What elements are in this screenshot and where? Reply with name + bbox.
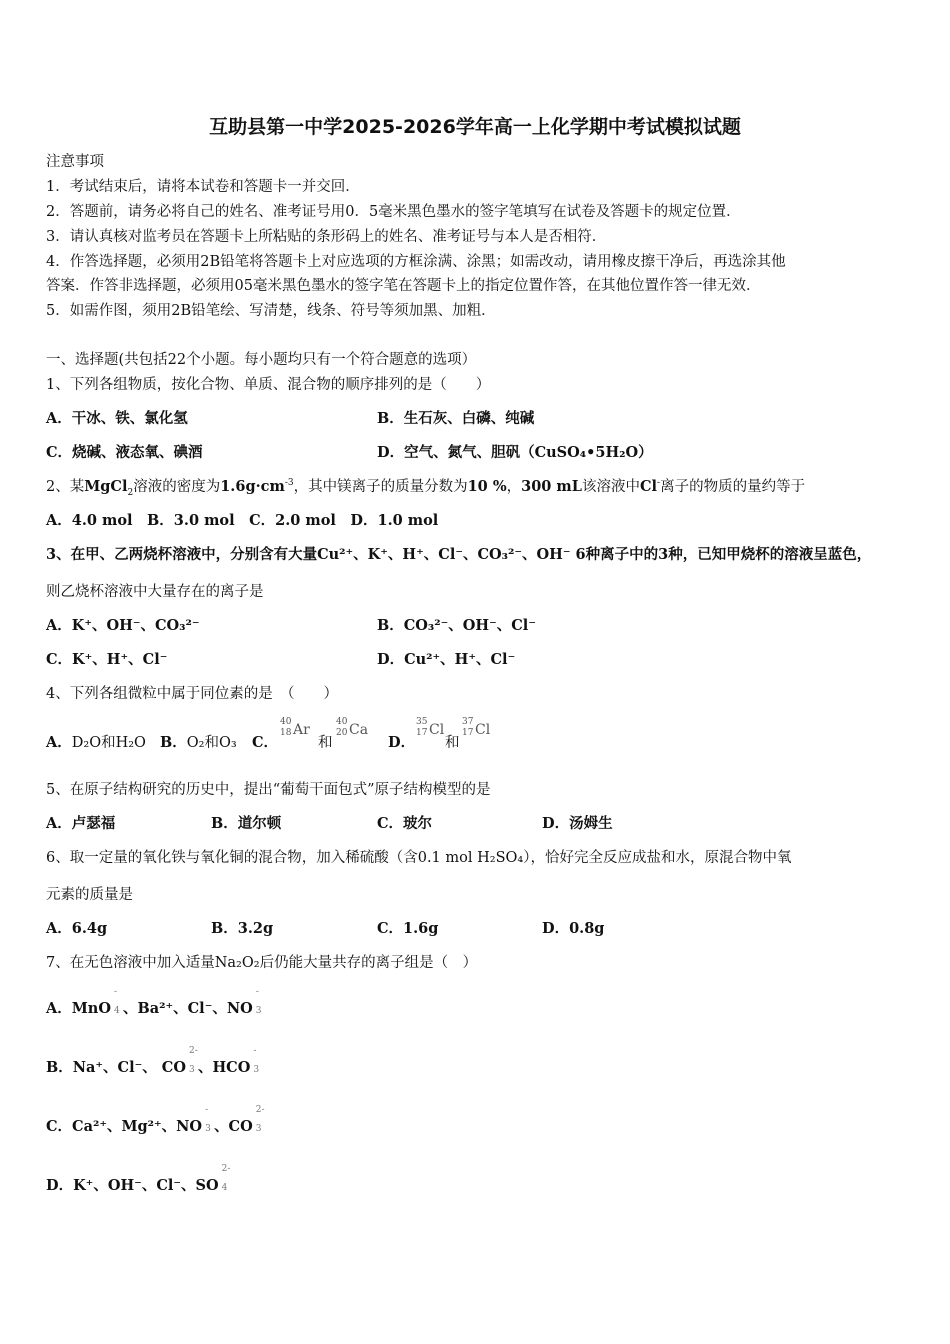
q7-option-c xyxy=(46,1105,265,1137)
q4-option-b xyxy=(160,733,237,753)
q1-stem: 1、下列各组物质，按化合物、单质、混合物的顺序排列的是（ ） xyxy=(46,377,491,393)
q4-a-label: A． xyxy=(46,734,72,751)
q2-ion-charge: - xyxy=(657,478,661,489)
q2-stem-text: ，其中镁离子的质量分数为 xyxy=(293,479,468,495)
q7-option-a xyxy=(46,987,265,1019)
q4-and-d: 和 xyxy=(445,735,460,751)
notice-item: 3．请认真核对监考员在答题卡上所粘贴的条形码上的姓名、准考证号与本人是否相符． xyxy=(46,229,607,245)
q4-a-text: D₂O和H₂O xyxy=(71,735,146,751)
q2-percent: 10 % xyxy=(467,478,507,495)
ion-charge: 2- xyxy=(221,1164,231,1174)
q5-stem: 5、在原子结构研究的历史中，提出“葡萄干面包式”原子结构模型的是 xyxy=(46,782,491,798)
q7-stem: 7、在无色溶液中加入适量Na₂O₂后仍能大量共存的离子组是（ ） xyxy=(46,955,478,971)
isotope-symbol: Ar xyxy=(293,722,310,738)
notice-item: 5．如需作图，须用2B铅笔绘、写清楚，线条、符号等须加黑、加粗． xyxy=(46,303,496,319)
q6-stem-line2: 元素的质量是 xyxy=(46,887,133,903)
q6-option-c: C．1.6g xyxy=(377,920,439,937)
ion-subscript: 3 xyxy=(188,1065,195,1075)
q7-a-ion-no3 xyxy=(253,987,265,1019)
q3-option-d: D．Cu²⁺、H⁺、Cl⁻ xyxy=(377,651,516,668)
isotope-mass: 40 xyxy=(280,717,292,727)
ion-subscript: 3 xyxy=(255,1006,262,1016)
q3-option-b: B．CO₃²⁻、OH⁻、Cl⁻ xyxy=(377,617,536,634)
ion-charge: - xyxy=(205,1105,209,1115)
q7-b-ion-co3 xyxy=(186,1046,198,1078)
q6-option-a: A．6.4g xyxy=(46,920,108,937)
notice-item: 答案．作答非选择题，必须用05毫米黑色墨水的签字笔在答题卡上的指定位置作答，在其他位置作答一律无效． xyxy=(46,278,761,294)
section-heading: 一、选择题(共包括22个小题。每小题均只有一个符合题意的选项） xyxy=(46,352,477,368)
q7-d-ion-so4 xyxy=(219,1164,231,1196)
q1-option-c: C．烧碱、液态氧、碘酒 xyxy=(46,444,203,461)
isotope-mass: 37 xyxy=(462,717,474,727)
q7-a-ion-mno4 xyxy=(111,987,123,1019)
q4-and-c: 和 xyxy=(318,735,333,751)
q2-formula: MgCl xyxy=(84,478,128,495)
ion-subscript: 3 xyxy=(253,1065,260,1075)
notice-heading: 注意事项 xyxy=(46,154,104,170)
q7-c-ion-no3 xyxy=(202,1105,214,1137)
page-title: 互助县第一中学2025-2026学年高一上化学期中考试模拟试题 xyxy=(209,116,741,138)
isotope-number: 17 xyxy=(462,728,474,738)
isotope-symbol: Cl xyxy=(429,722,445,738)
isotope-symbol: Cl xyxy=(475,722,491,738)
ion-subscript: 3 xyxy=(205,1124,211,1134)
notice-item: 2．答题前，请务必将自己的姓名、准考证号用0．5毫米黑色墨水的签字笔填写在试卷及答题卡的规定位置． xyxy=(46,204,741,220)
q4-stem: 4、下列各组微粒中属于同位素的是 （ ） xyxy=(46,686,338,702)
q1-option-d: D．空气、氮气、胆矾（CuSO₄•5H₂O） xyxy=(377,444,653,461)
q4-option-d-label: D． xyxy=(388,734,416,751)
ion-subscript: 4 xyxy=(113,1006,120,1016)
q7-c-ion-co3 xyxy=(253,1105,265,1137)
q7-b-text2: 、HCO xyxy=(197,1059,251,1076)
q2-stem-text: 该溶液中 xyxy=(581,479,640,495)
isotope-mass: 35 xyxy=(416,717,428,727)
q5-option-c: C．玻尔 xyxy=(377,815,433,832)
isotope-number: 20 xyxy=(336,728,348,738)
q5-option-d: D．汤姆生 xyxy=(542,815,613,832)
q6-option-d: D．0.8g xyxy=(542,920,605,937)
q4-b-text: O₂和O₃ xyxy=(186,735,237,751)
q7-option-d xyxy=(46,1164,231,1196)
q1-option-a: A．干冰、铁、氯化氢 xyxy=(46,410,188,427)
q7-b-ion-hco3 xyxy=(250,1046,262,1078)
q2-volume: 300 mL xyxy=(521,478,582,495)
ion-subscript: 4 xyxy=(221,1183,228,1193)
isotope-ca-40 xyxy=(336,717,369,738)
q6-stem-line1: 6、取一定量的氧化铁与氧化铜的混合物，加入稀硫酸（含0.1 mol H₂SO₄），恰好完全反应成盐和水，原混合物中氧 xyxy=(46,850,792,866)
ion-charge: 2- xyxy=(188,1046,198,1056)
isotope-cl-37 xyxy=(462,717,491,738)
q2-density: 1.6g·cm xyxy=(220,478,285,495)
q4-b-label: B． xyxy=(160,734,187,751)
isotope-ar-40 xyxy=(280,717,310,738)
q2-density-exp: -3 xyxy=(284,478,294,489)
q6-option-b: B．3.2g xyxy=(211,920,274,937)
q2-options: A．4.0 mol B．3.0 mol C．2.0 mol D．1.0 mol xyxy=(46,512,439,529)
q7-b-text: B．Na⁺、Cl⁻、 CO xyxy=(46,1059,186,1076)
q7-a-text2: 、Ba²⁺、Cl⁻、NO xyxy=(122,1000,253,1017)
q3-option-c: C．K⁺、H⁺、Cl⁻ xyxy=(46,651,168,668)
q2-stem xyxy=(46,477,805,497)
q2-formula-sub: 2 xyxy=(127,487,134,498)
ion-charge: 2- xyxy=(255,1105,265,1115)
q3-stem-line2: 则乙烧杯溶液中大量存在的离子是 xyxy=(46,584,264,600)
notice-item: 1．考试结束后，请将本试卷和答题卡一并交回． xyxy=(46,179,360,195)
isotope-symbol: Ca xyxy=(349,722,369,738)
q7-a-text: A．MnO xyxy=(46,1000,111,1017)
ion-charge: - xyxy=(113,987,118,997)
q4-option-c-label: C． xyxy=(252,734,279,751)
q3-stem-line1: 3、在甲、乙两烧杯溶液中，分别含有大量Cu²⁺、K⁺、H⁺、Cl⁻、CO₃²⁻、OH⁻ 6种离子中的3种，已知甲烧杯的溶液呈蓝色， xyxy=(46,546,872,563)
q1-option-b: B．生石灰、白磷、纯碱 xyxy=(377,410,535,427)
notice-item: 4．作答选择题，必须用2B铅笔将答题卡上对应选项的方框涂满、涂黑；如需改动，请用橡皮擦干净后，再选涂其他 xyxy=(46,254,786,270)
isotope-number: 18 xyxy=(280,728,292,738)
ion-charge: - xyxy=(255,987,259,997)
q2-stem-text: 2、某 xyxy=(46,479,85,495)
q2-stem-text: 离子的物质的量约等于 xyxy=(660,479,806,495)
q5-option-b: B．道尔顿 xyxy=(211,815,282,832)
isotope-mass: 40 xyxy=(336,717,348,727)
q7-d-text: D．K⁺、OH⁻、Cl⁻、SO xyxy=(46,1177,219,1194)
q7-c-text2: 、CO xyxy=(214,1118,253,1135)
isotope-cl-35 xyxy=(416,717,445,738)
q2-ion: Cl xyxy=(639,478,658,495)
q7-c-text: C．Ca²⁺、Mg²⁺、NO xyxy=(46,1118,203,1135)
q2-stem-text: ， xyxy=(506,479,522,495)
q4-option-a xyxy=(46,733,146,753)
q2-stem-text: 溶液的密度为 xyxy=(133,479,221,495)
ion-subscript: 3 xyxy=(255,1124,262,1134)
q5-option-a: A．卢瑟福 xyxy=(46,815,116,832)
ion-charge: - xyxy=(253,1046,257,1056)
q3-option-a: A．K⁺、OH⁻、CO₃²⁻ xyxy=(46,617,200,634)
isotope-number: 17 xyxy=(416,728,428,738)
q7-option-b xyxy=(46,1046,262,1078)
